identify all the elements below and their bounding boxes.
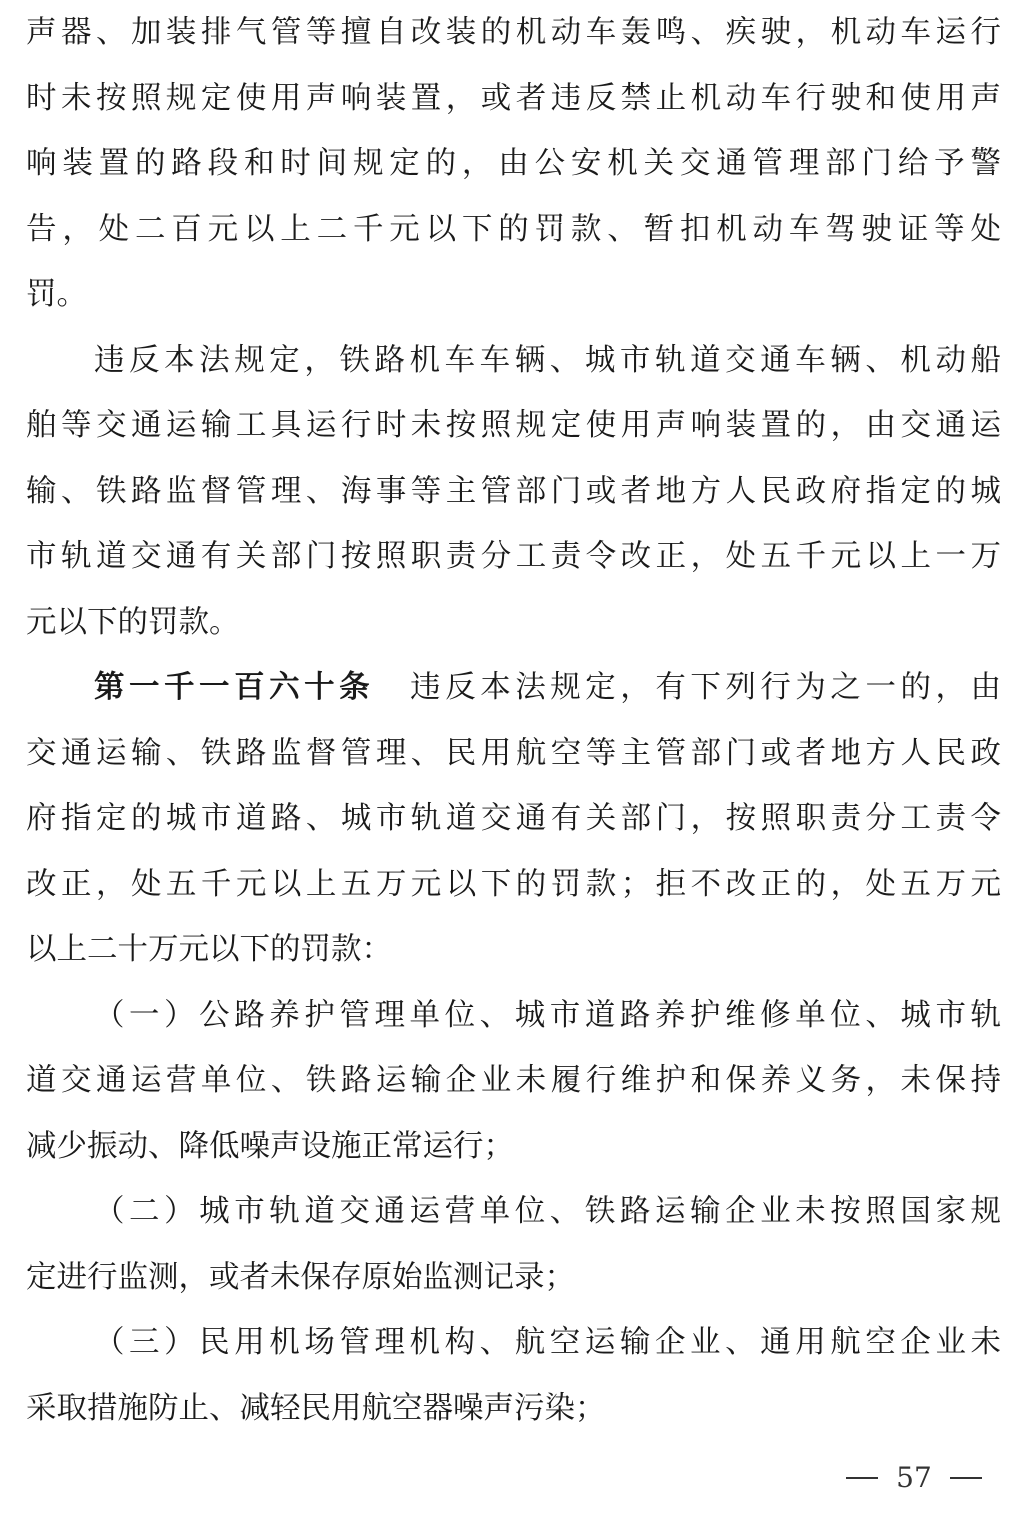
text-line: 违反本法规定，铁路机车车辆、城市轨道交通车辆、机动船 [94, 342, 1001, 378]
text-line: 元以下的罚款。 [26, 604, 240, 640]
page-number-footer [846, 1458, 982, 1498]
text-line: 声器、加装排气管等擅自改装的机动车轰鸣、疾驶，机动车运行 [26, 15, 1001, 50]
left-dash [846, 1477, 878, 1479]
text-line: （三）民用机场管理机构、航空运输企业、通用航空企业未 [94, 1325, 1001, 1360]
text-line: 输、铁路监督管理、海事等主管部门或者地方人民政府指定的城 [26, 473, 1001, 509]
article-heading: 第一千一百六十条 [94, 670, 375, 705]
text-line: 以上二十万元以下的罚款： [26, 932, 392, 967]
text-line: 响装置的路段和时间规定的，由公安机关交通管理部门给予警 [26, 146, 1001, 181]
paragraph [26, 0, 1001, 328]
text-line: 时未按照规定使用声响装置，或者违反禁止机动车行驶和使用声 [26, 80, 1001, 116]
article-first-line [26, 655, 1001, 721]
text-line: 告，处二百元以上二千元以下的罚款、暂扣机动车驾驶证等处 [26, 211, 1001, 247]
article-text: 违反本法规定，有下列行为之一的，由 [410, 670, 1001, 705]
text-line: 道交通运营单位、铁路运输企业未履行维护和保养义务，未保持 [26, 1063, 1001, 1098]
document-body [26, 0, 1001, 1441]
paragraph [26, 328, 1001, 656]
list-item [26, 1179, 1001, 1310]
text-line: 减少振动、降低噪声设施正常运行； [26, 1128, 514, 1164]
right-dash [950, 1477, 982, 1479]
text-line: （一）公路养护管理单位、城市道路养护维修单位、城市轨 [94, 997, 1001, 1033]
article [26, 655, 1001, 983]
text-line: 交通运输、铁路监督管理、民用航空等主管部门或者地方人民政 [26, 735, 1001, 771]
page-number: 57 [896, 1461, 932, 1494]
text-line: 罚。 [26, 277, 87, 312]
text-line: 采取措施防止、减轻民用航空器噪声污染； [26, 1390, 606, 1426]
list-item [26, 983, 1001, 1180]
text-line: 府指定的城市道路、城市轨道交通有关部门，按照职责分工责令 [26, 801, 1001, 836]
text-line: 舶等交通运输工具运行时未按照规定使用声响装置的，由交通运 [26, 408, 1001, 443]
text-line: 定进行监测，或者未保存原始监测记录； [26, 1259, 575, 1295]
text-line: （二）城市轨道交通运营单位、铁路运输企业未按照国家规 [94, 1194, 1001, 1229]
text-line: 市轨道交通有关部门按照职责分工责令改正，处五千元以上一万 [26, 539, 1001, 574]
list-item [26, 1310, 1001, 1441]
text-line: 改正，处五千元以上五万元以下的罚款；拒不改正的，处五万元 [26, 866, 1001, 902]
